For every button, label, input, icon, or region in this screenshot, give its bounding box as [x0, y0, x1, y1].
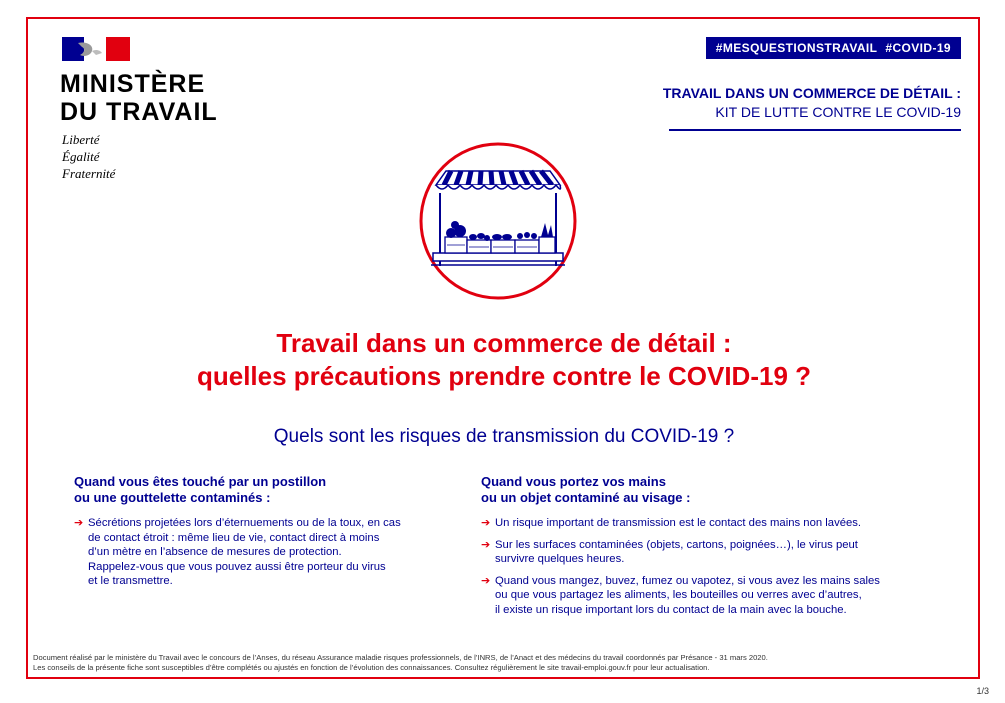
right-heading-line-1: Quand vous portez vos mains: [481, 474, 666, 489]
list-item-text: Sur les surfaces contaminées (objets, cartons, poignées…), le virus peut survivre quelques heures.: [495, 538, 858, 565]
kit-title: TRAVAIL DANS UN COMMERCE DE DÉTAIL :: [662, 85, 961, 101]
arrow-right-icon: ➔: [481, 574, 491, 587]
list-item: [481, 574, 936, 618]
main-title-line-2: quelles précautions prendre contre le COVID-19 ?: [196, 361, 812, 391]
section-subtitle: Quels sont les risques de transmission du COVID-19 ?: [273, 426, 735, 447]
list-item-text: Un risque important de transmission est le contact des mains non lavées.: [495, 517, 862, 529]
hashtag-banner: [706, 37, 961, 59]
marianne-logo-icon: [62, 37, 130, 61]
footer-credits: Document réalisé par le ministère du Travail avec le concours de l’Anses, du réseau Assurance maladie risques professionnels, de l’INRS, de l’Anact et des médecins du travail coordonnés par Présance - 31 mars 2020.: [33, 653, 768, 662]
left-column-heading: [74, 474, 454, 506]
right-column-heading: [481, 474, 936, 506]
list-item-text: Sécrétions projetées lors d’éternuements ou de la toux, en cas de contact étroit : même lieu de vie, contact direct à moins d’un mètre en l’absence de mesures de protection. Rappelez-vous que vous pouvez aussi être porteur du virus et le transmettre.: [88, 517, 401, 587]
left-heading-line-1: Quand vous êtes touché par un postillon: [74, 474, 327, 489]
kit-underline: [669, 129, 961, 131]
right-column: [481, 474, 936, 624]
left-heading-line-2: ou une gouttelette contaminés :: [74, 490, 271, 505]
right-bullet-list: [481, 516, 936, 617]
list-item-text: Quand vous mangez, buvez, fumez ou vapotez, si vous avez les mains sales ou que vous partagez les aliments, les bouteilles ou verres avec d’autres, il existe un risque important lors du contact de la main avec la bouche.: [495, 574, 880, 616]
market-stall-icon: [403, 141, 593, 301]
motto-liberte: Liberté: [62, 132, 100, 147]
list-item: [74, 516, 454, 589]
main-title-line-1: Travail dans un commerce de détail :: [276, 328, 732, 358]
document-footer: [33, 653, 973, 673]
list-item: [481, 516, 936, 531]
kit-heading: [581, 84, 961, 122]
page-number: 1/3: [976, 686, 989, 696]
right-heading-line-2: ou un objet contaminé au visage :: [481, 490, 691, 505]
hashtag-mesquestionstravail: #MESQUESTIONSTRAVAIL: [715, 41, 878, 55]
motto-fraternite: Fraternité: [62, 166, 116, 181]
arrow-right-icon: ➔: [481, 538, 491, 551]
ministry-line-1: MINISTÈRE: [60, 70, 206, 98]
hashtag-covid: #COVID-19: [885, 41, 951, 55]
ministry-name: [60, 70, 218, 126]
republic-motto: [62, 131, 115, 182]
arrow-right-icon: ➔: [481, 517, 491, 529]
motto-egalite: Égalité: [62, 149, 100, 164]
kit-subtitle: KIT DE LUTTE CONTRE LE COVID-19: [715, 104, 961, 120]
footer-disclaimer: Les conseils de la présente fiche sont susceptibles d’être complétés ou ajustés en fonction de l’évolution des connaissances. Consultez régulièrement le site travail-emploi.gouv.fr pour leur actualisation.: [33, 663, 710, 672]
list-item: [481, 538, 936, 567]
main-title: [27, 327, 981, 393]
left-bullet-list: [74, 516, 454, 589]
arrow-right-icon: ➔: [74, 517, 84, 529]
left-column: [74, 474, 454, 596]
ministry-line-2: DU TRAVAIL: [60, 98, 218, 126]
